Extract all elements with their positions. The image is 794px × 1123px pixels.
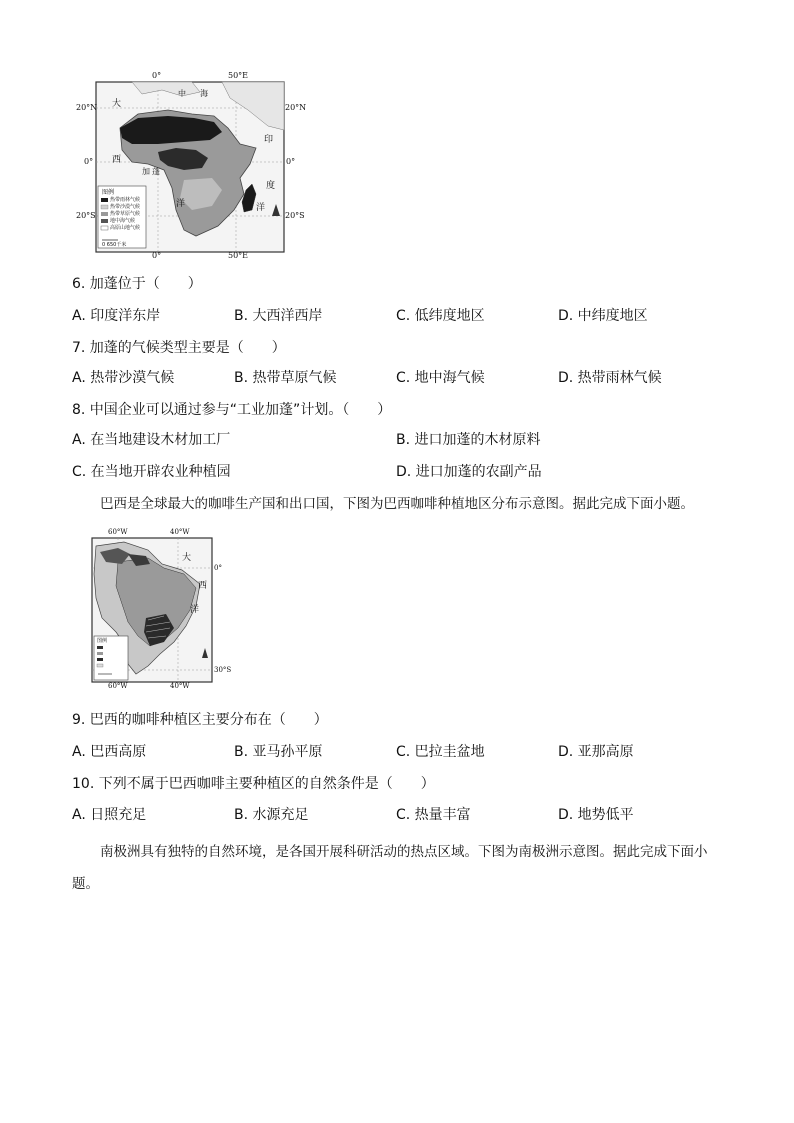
brazil-lat-right-0: 0°	[214, 564, 222, 572]
q10-option-c: C. 热量丰富	[396, 807, 471, 823]
africa-place-yin: 印	[264, 135, 274, 145]
q8-option-c: C. 在当地开辟农业种植园	[72, 464, 231, 480]
antarctica-intro: 南极洲具有独特的自然环境，是各国开展科研活动的热点区域。下图为南极洲示意图。据此完成下面小题。	[72, 844, 708, 892]
q10-option-d: D. 地势低平	[558, 807, 634, 823]
africa-lon-bottom-0: 0°	[152, 251, 162, 260]
q9-option-b: B. 亚马孙平原	[234, 744, 323, 760]
q7-option-c: C. 地中海气候	[396, 370, 485, 386]
africa-place-hai: 海	[200, 89, 208, 98]
africa-lat-right-20s: 20°S	[285, 211, 305, 220]
africa-place-yang-west: 洋	[176, 199, 186, 209]
q10-stem: 10. 下列不属于巴西咖啡主要种植区的自然条件是（ ）	[72, 776, 435, 792]
brazil-lon-top-40w: 40°W	[170, 528, 190, 536]
africa-place-zhong: 中	[178, 89, 186, 98]
brazil-coffee-map	[78, 528, 234, 692]
africa-legend-title: 图例	[102, 189, 115, 196]
brazil-lon-bottom-40w: 40°W	[170, 682, 190, 690]
africa-place-yang-east: 洋	[256, 203, 266, 213]
brazil-legend-title: 图例	[97, 638, 108, 644]
africa-lon-top-50e: 50°E	[228, 71, 249, 80]
africa-place-xi: 西	[112, 155, 122, 165]
africa-legend-item: 热带沙漠气候	[110, 204, 141, 210]
q10-option-b: B. 水源充足	[234, 807, 309, 823]
q9-option-d: D. 亚那高原	[558, 744, 634, 760]
brazil-place-xi: 西	[198, 581, 208, 591]
africa-lat-right-0: 0°	[286, 157, 296, 166]
q7-option-b: B. 热带草原气候	[234, 370, 337, 386]
africa-climate-map	[72, 70, 307, 260]
q8-option-b: B. 进口加蓬的木材原料	[396, 432, 541, 448]
brazil-lon-top-60w: 60°W	[108, 528, 128, 536]
africa-place-du: 度	[266, 181, 276, 191]
q8-option-a: A. 在当地建设木材加工厂	[72, 432, 231, 448]
africa-place-jia: 加	[142, 167, 150, 176]
q7-option-d: D. 热带雨林气候	[558, 370, 662, 386]
africa-legend-item: 热带雨林气候	[110, 197, 141, 203]
q6-option-d: D. 中纬度地区	[558, 308, 648, 324]
africa-lat-left-20s: 20°S	[76, 211, 96, 220]
africa-place-da: 大	[112, 99, 122, 109]
q8-option-d: D. 进口加蓬的农副产品	[396, 464, 542, 480]
q6-option-b: B. 大西洋西岸	[234, 308, 323, 324]
africa-scale: 0 650千米	[102, 242, 127, 248]
q7-option-a: A. 热带沙漠气候	[72, 370, 175, 386]
q6-stem: 6. 加蓬位于（ ）	[72, 276, 202, 292]
q6-option-c: C. 低纬度地区	[396, 308, 485, 324]
brazil-map-graphic	[78, 528, 234, 692]
q7-stem: 7. 加蓬的气候类型主要是（ ）	[72, 340, 286, 356]
q9-option-a: A. 巴西高原	[72, 744, 147, 760]
africa-place-peng: 蓬	[152, 167, 160, 176]
africa-lat-right-20n: 20°N	[285, 103, 307, 112]
q9-option-c: C. 巴拉圭盆地	[396, 744, 485, 760]
africa-legend-item: 高原山地气候	[110, 225, 141, 231]
africa-lon-bottom-50e: 50°E	[228, 251, 249, 260]
africa-legend-item: 热带草原气候	[110, 211, 141, 217]
africa-lon-top-0: 0°	[152, 71, 162, 80]
brazil-lon-bottom-60w: 60°W	[108, 682, 128, 690]
brazil-lat-right-30s: 30°S	[214, 666, 232, 674]
q10-option-a: A. 日照充足	[72, 807, 147, 823]
africa-map-graphic	[72, 70, 307, 260]
q8-stem: 8. 中国企业可以通过参与“工业加蓬”计划。（ ）	[72, 402, 392, 418]
q9-stem: 9. 巴西的咖啡种植区主要分布在（ ）	[72, 712, 328, 728]
brazil-intro: 巴西是全球最大的咖啡生产国和出口国，下图为巴西咖啡种植地区分布示意图。据此完成下面小题。	[100, 496, 694, 512]
brazil-place-da: 大	[182, 553, 192, 563]
africa-lat-left-0: 0°	[84, 157, 94, 166]
q6-option-a: A. 印度洋东岸	[72, 308, 161, 324]
africa-legend-item: 地中海气候	[110, 218, 136, 224]
brazil-place-yang: 洋	[190, 605, 200, 615]
africa-lat-left-20n: 20°N	[76, 103, 98, 112]
